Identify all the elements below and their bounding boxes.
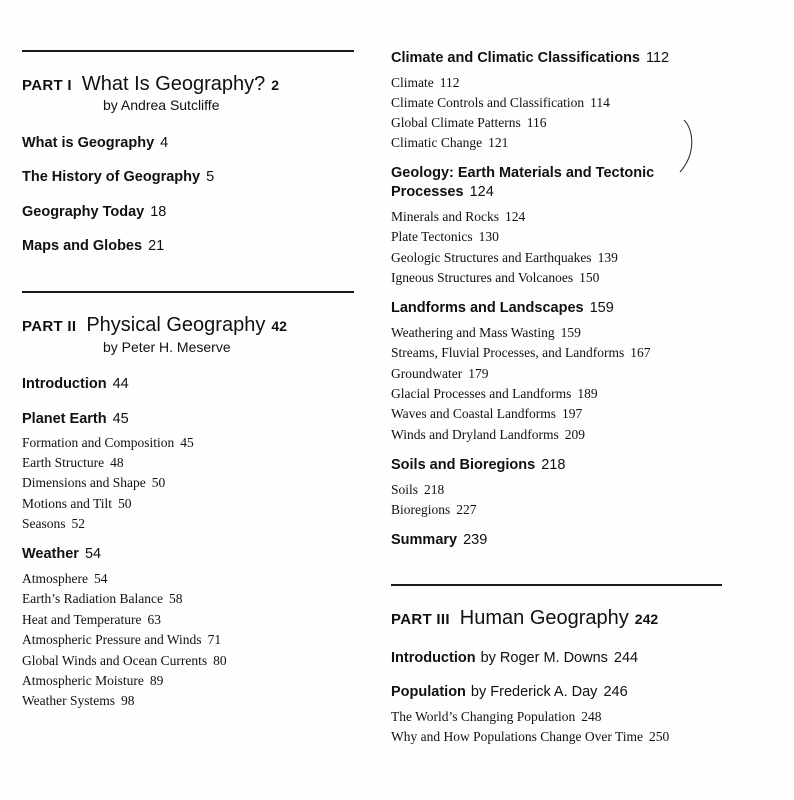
subsection: Dimensions and Shape 50	[22, 475, 166, 490]
part1-page: 2	[271, 77, 280, 93]
subsection: Earth Structure 48	[22, 455, 124, 470]
part1-author: by Andrea Sutcliffe	[103, 97, 220, 113]
part1-rule	[22, 50, 354, 52]
part1-label: PART I	[22, 77, 72, 94]
section-introduction: Introduction 44	[22, 376, 129, 392]
part3-title: Human Geography	[459, 607, 629, 629]
part3-heading	[391, 607, 658, 630]
subsection: Weather Systems 98	[22, 693, 135, 708]
subsection: Groundwater 179	[391, 366, 489, 381]
subsection: Soils 218	[391, 482, 445, 497]
part3-label: PART III	[391, 611, 450, 628]
subsection: Motions and Tilt 50	[22, 496, 132, 511]
subsection: Winds and Dryland Landforms 209	[391, 427, 586, 442]
subsection: Bioregions 227	[391, 502, 477, 517]
section-human-introduction: Introduction by Roger M. Downs 244	[391, 650, 639, 666]
pencil-mark	[678, 118, 698, 176]
subsection: Seasons 52	[22, 516, 85, 531]
subsection: Atmosphere 54	[22, 571, 108, 586]
part3-rule	[391, 584, 722, 586]
section-soils: Soils and Bioregions 218	[391, 457, 566, 473]
subsection: Weathering and Mass Wasting 159	[391, 325, 581, 340]
part2-heading	[22, 314, 287, 337]
part1-entry: The History of Geography 5	[22, 169, 215, 185]
part1-entry: What is Geography 4	[22, 135, 169, 151]
section-landforms: Landforms and Landscapes 159	[391, 300, 614, 316]
subsection: Climate Controls and Classification 114	[391, 95, 610, 110]
part2-title: Physical Geography	[86, 314, 266, 336]
part2-author: by Peter H. Meserve	[103, 339, 231, 355]
section-geology-cont: Processes 124	[391, 184, 494, 200]
subsection: Waves and Coastal Landforms 197	[391, 406, 583, 421]
part1-entry: Maps and Globes 21	[22, 238, 165, 254]
section-geology: Geology: Earth Materials and Tectonic	[391, 165, 655, 181]
section-climate: Climate and Climatic Classifications 112	[391, 50, 670, 66]
subsection: Streams, Fluvial Processes, and Landforms 167	[391, 345, 651, 360]
subsection: Minerals and Rocks 124	[391, 209, 526, 224]
subsection: Earth’s Radiation Balance 58	[22, 591, 183, 606]
section-summary: Summary 239	[391, 532, 488, 548]
part2-rule	[22, 291, 354, 293]
section-weather: Weather 54	[22, 546, 102, 562]
part1-title: What Is Geography?	[81, 73, 266, 95]
subsection: Global Climate Patterns 116	[391, 115, 547, 130]
subsection: Atmospheric Moisture 89	[22, 673, 164, 688]
part2-label: PART II	[22, 318, 77, 335]
subsection: Geologic Structures and Earthquakes 139	[391, 250, 618, 265]
subsection: Atmospheric Pressure and Winds 71	[22, 632, 222, 647]
subsection: Plate Tectonics 130	[391, 229, 499, 244]
part2-page: 42	[271, 318, 287, 334]
section-planet-earth: Planet Earth 45	[22, 411, 129, 427]
subsection: Heat and Temperature 63	[22, 612, 161, 627]
subsection: Global Winds and Ocean Currents 80	[22, 653, 227, 668]
part3-page: 242	[634, 611, 659, 627]
subsection: Glacial Processes and Landforms 189	[391, 386, 598, 401]
subsection: Climate 112	[391, 75, 460, 90]
section-population: Population by Frederick A. Day 246	[391, 684, 628, 700]
subsection: Climatic Change 121	[391, 135, 509, 150]
subsection: Igneous Structures and Volcanoes 150	[391, 270, 600, 285]
subsection: Formation and Composition 45	[22, 435, 194, 450]
part1-entry: Geography Today 18	[22, 204, 167, 220]
subsection: The World’s Changing Population 248	[391, 709, 602, 724]
subsection: Why and How Populations Change Over Time 250	[391, 729, 670, 744]
part1-heading	[22, 73, 279, 96]
